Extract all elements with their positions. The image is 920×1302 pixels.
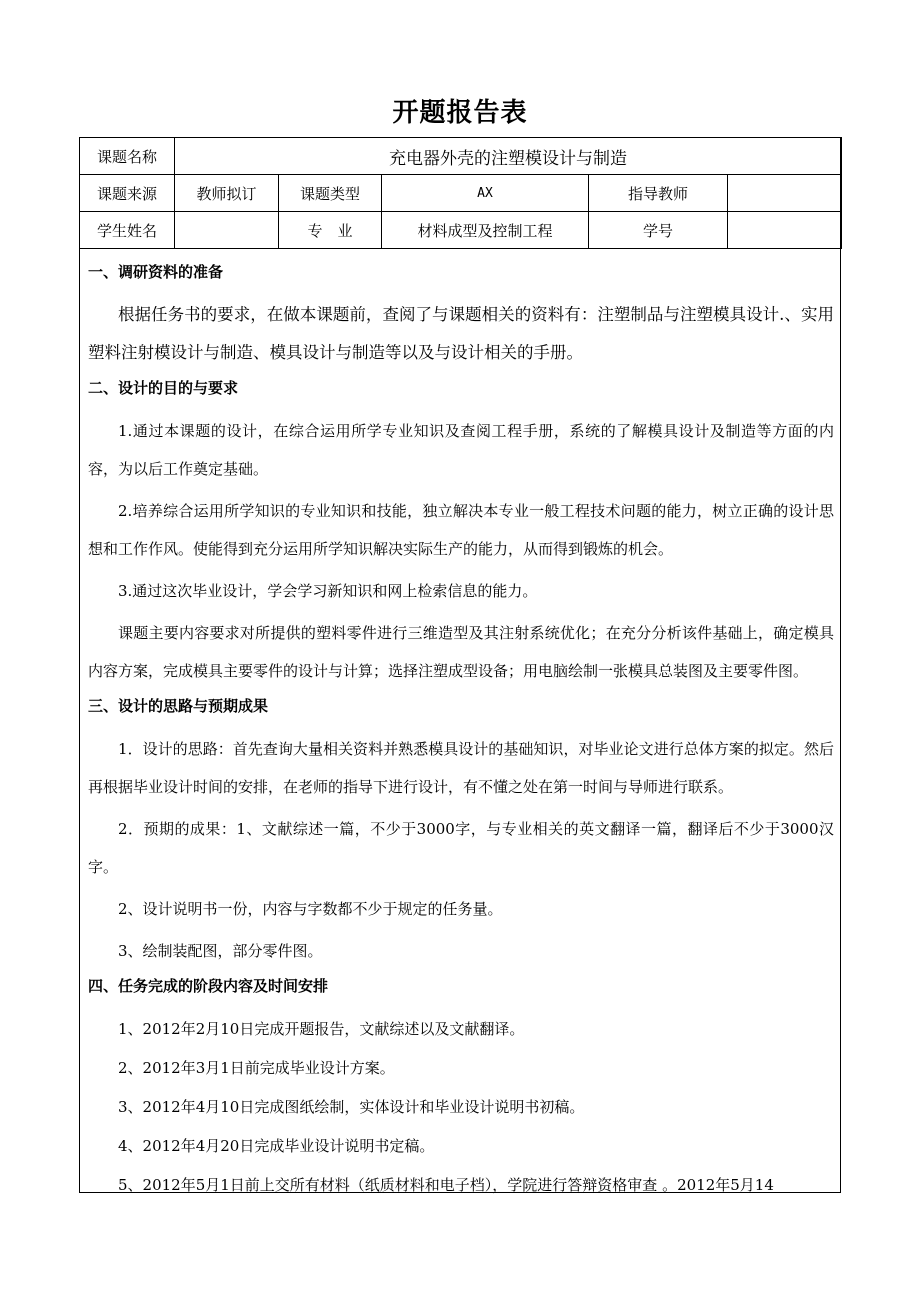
id-value [728,212,842,249]
page-title: 开题报告表 [392,98,528,128]
header-row-student [80,212,842,249]
schedule-item: 1、2012年2月10日完成开题报告，文献综述以及文献翻译。 [118,1020,525,1038]
source-label: 课题来源 [80,175,175,212]
student-value [175,212,279,249]
source-value: 教师拟订 [175,175,279,212]
schedule-item: 2、2012年3月1日前完成毕业设计方案。 [118,1059,395,1077]
schedule-item: 3、2012年4月10日完成图纸绘制，实体设计和毕业设计说明书初稿。 [118,1098,585,1116]
header-row-topic [80,138,842,175]
major-value: 材料成型及控制工程 [382,212,589,249]
type-label: 课题类型 [279,175,382,212]
section-3-paragraph-3: 2、设计说明书一份，内容与字数都不少于规定的任务量。 [118,900,503,918]
advisor-label: 指导教师 [589,175,728,212]
section-3-paragraph-4: 3、绘制装配图，部分零件图。 [118,942,323,960]
section-3-paragraph-1: 1．设计的思路：首先查询大量相关资料并熟悉模具设计的基础知识，对毕业论文进行总体方案的拟定。然后再根据毕业设计时间的安排，在老师的指导下进行设计，有不懂之处在第一时间与导师进行联系。 [88,740,834,796]
id-label: 学号 [589,212,728,249]
report-body [88,256,834,1205]
section-2-paragraph-1: 1.通过本课题的设计，在综合运用所学专业知识及查阅工程手册，系统的了解模具设计及制造等方面的内容，为以后工作奠定基础。 [88,422,834,478]
section-2-paragraph-2: 2.培养综合运用所学知识的专业知识和技能，独立解决本专业一般工程技术问题的能力，树立正确的设计思想和工作作风。使能得到充分运用所学知识解决实际生产的能力，从而得到锻炼的机会。 [88,502,834,558]
advisor-value [728,175,842,212]
section-1-paragraph: 根据任务书的要求，在做本课题前，查阅了与课题相关的资料有：注塑制品与注塑模具设计.、实用塑料注射模设计与制造、模具设计与制造等以及与设计相关的手册。 [88,305,834,362]
section-1-heading: 一、调研资料的准备 [88,263,224,281]
schedule-item: 4、2012年4月20日完成毕业设计说明书定稿。 [118,1137,435,1155]
header-table [79,137,842,249]
student-label: 学生姓名 [80,212,175,249]
section-2-paragraph-3: 3.通过这次毕业设计，学会学习新知识和网上检索信息的能力。 [118,582,538,600]
section-3-paragraph-2: 2．预期的成果：1、文献综述一篇，不少于3000字，与专业相关的英文翻译一篇，翻译后不少于3000汉字。 [88,820,834,876]
header-row-source [80,175,842,212]
major-label: 专 业 [279,212,382,249]
type-value: AX [382,175,589,212]
section-3-heading: 三、设计的思路与预期成果 [88,697,269,715]
section-2-paragraph-4: 课题主要内容要求对所提供的塑料零件进行三维造型及其注射系统优化；在充分分析该件基础上，确定模具内容方案，完成模具主要零件的设计与计算；选择注塑成型设备；用电脑绘制一张模具总装图及主要零件图。 [88,624,834,680]
section-4-heading: 四、任务完成的阶段内容及时间安排 [88,977,329,995]
topic-label: 课题名称 [80,138,175,175]
topic-value: 充电器外壳的注塑模设计与制造 [175,138,842,175]
section-2-heading: 二、设计的目的与要求 [88,379,239,397]
schedule-item: 5、2012年5月1日前上交所有材料（纸质材料和电子档），学院进行答辩资格审查 。2012年5月14 [118,1176,774,1194]
